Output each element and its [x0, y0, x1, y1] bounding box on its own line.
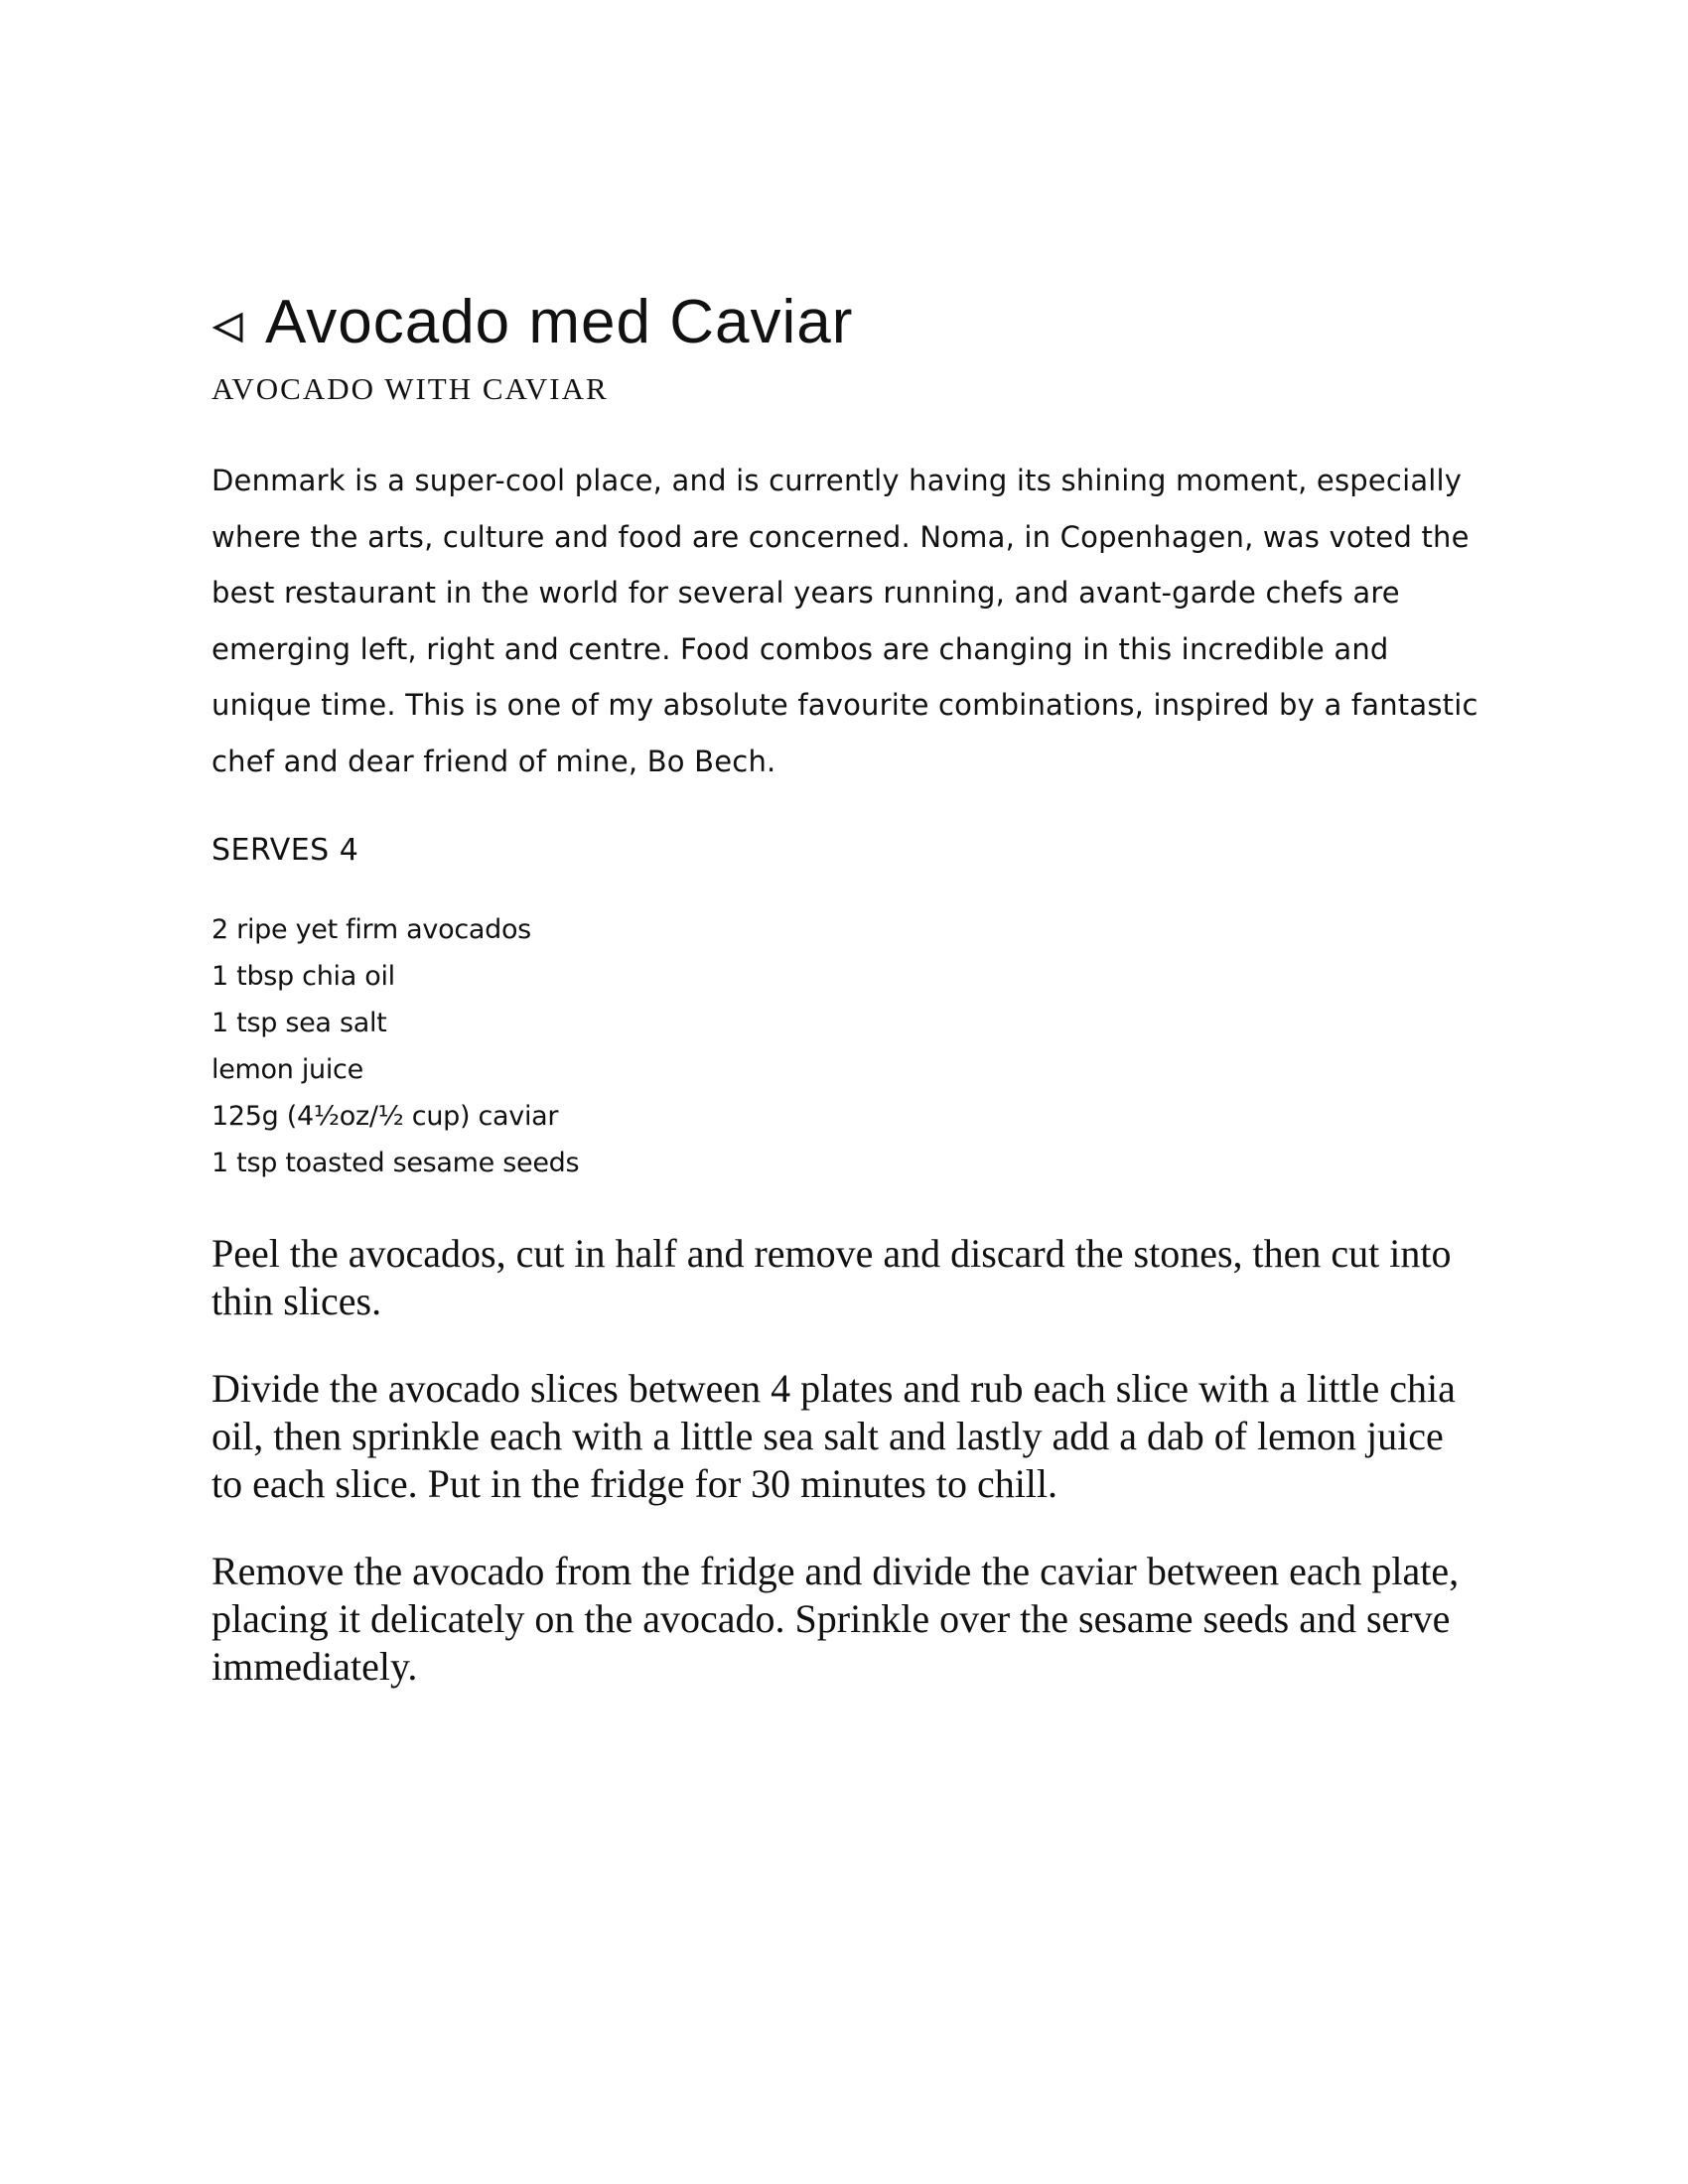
method-step: Peel the avocados, cut in half and remove and discard the stones, then cut into thin slices. — [211, 1231, 1452, 1323]
ingredient-item: 1 tsp toasted sesame seeds — [211, 1148, 580, 1178]
serves-label: SERVES 4 — [211, 833, 359, 868]
ingredient-item: 1 tbsp chia oil — [211, 961, 395, 992]
ingredient-item: 1 tsp sea salt — [211, 1008, 387, 1038]
method-step: Divide the avocado slices between 4 plates and rub each slice with a little chia oil, then sprinkle each with a little sea salt and lastly add a dab of lemon juice to each slice. Put in the fridge for 30 minutes to chill. — [211, 1366, 1456, 1506]
ingredient-item: 125g (4½oz/½ cup) caviar — [211, 1101, 559, 1132]
method-section — [211, 1230, 1492, 1691]
ingredient-list — [211, 906, 1492, 1186]
recipe-subtitle: AVOCADO WITH CAVIAR — [211, 371, 609, 406]
method-step: Remove the avocado from the fridge and divide the caviar between each plate, placing it delicately on the avocado. Sprinkle over the sesame seeds and serve immediately. — [211, 1549, 1460, 1689]
recipe-title: Avocado med Caviar — [265, 288, 854, 356]
ingredient-item: lemon juice — [211, 1054, 363, 1085]
recipe-page — [211, 288, 1492, 1730]
recipe-intro: Denmark is a super-cool place, and is currently having its shining moment, especially where the arts, culture and food are concerned. Noma, in Copenhagen, was voted the best restaurant in the world for several years running, and avant-garde chefs are emerging left, right and centre. Food combos are changing in this incredible and unique time. This is one of my absolute favourite combinations, inspired by a fantastic chef and dear friend of mine, Bo Bech. — [211, 464, 1478, 778]
ingredient-item: 2 ripe yet firm avocados — [211, 914, 531, 945]
title-row — [211, 288, 1492, 357]
triangle-left-icon[interactable] — [211, 311, 245, 344]
